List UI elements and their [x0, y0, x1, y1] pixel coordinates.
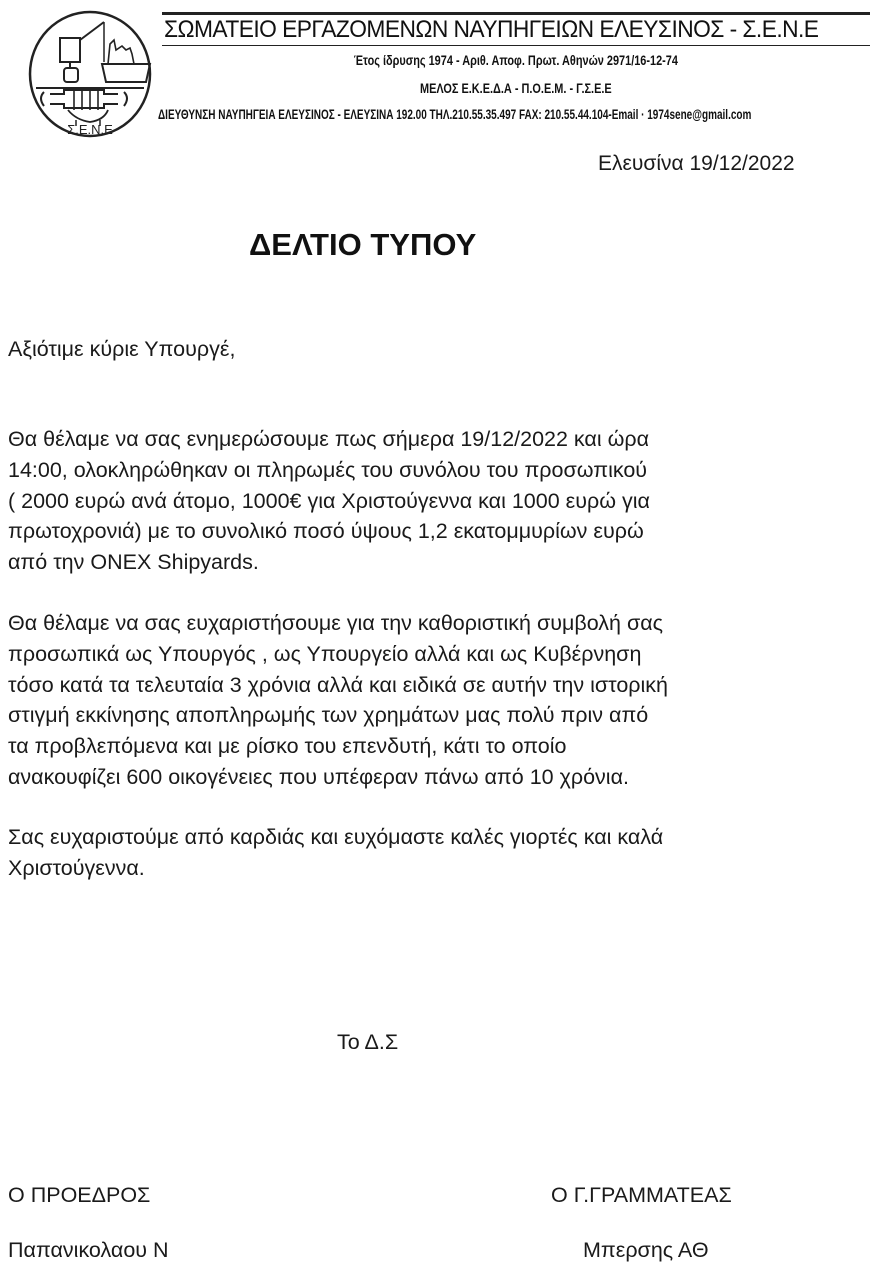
paragraph-line: Σας ευχαριστούμε από καρδιάς και ευχόμαστε καλές γιορτές και καλά [8, 825, 664, 849]
paragraph-line: πρωτοχρονιά) με το συνολικό ποσό ύψους 1,2 εκατομμυρίων ευρώ [8, 519, 644, 544]
membership-line [162, 80, 870, 96]
paragraph-line: Θα θέλαμε να σας ενημερώσουμε πως σήμερα 19/12/2022 και ώρα [8, 427, 650, 451]
greeting: Αξιότιμε κύριε Υπουργέ, [8, 337, 236, 361]
president-role: Ο ΠΡΟΕΔΡΟΣ [8, 1183, 151, 1207]
president-name: Παπανικολαου Ν [8, 1238, 169, 1262]
secretary-role: Ο Γ.ΓΡΑΜΜΑΤΕΑΣ [551, 1183, 732, 1207]
org-name: ΣΩΜΑΤΕΙΟ ΕΡΓΑΖΟΜΕΝΩΝ ΝΑΥΠΗΓΕΙΩΝ ΕΛΕΥΣΙΝΟΣ - Σ.Ε.Ν.Ε [164, 16, 819, 43]
membership-line-text: ΜΕΛΟΣ Ε.Κ.Ε.Δ.Α - Π.Ο.Ε.Μ. - Γ.Σ.Ε.Ε [420, 80, 612, 96]
paragraph-wishes [8, 822, 663, 884]
document-title: ΔΕΛΤΙΟ ΤΥΠΟΥ [249, 227, 477, 262]
founded-line [162, 52, 870, 68]
svg-text:Σ.Ε.Ν.Ε: Σ.Ε.Ν.Ε [67, 122, 113, 137]
secretary-name: Μπερσης ΑΘ [583, 1238, 709, 1262]
paragraph-line: από την ONEX Shipyards. [8, 550, 259, 575]
paragraph-line: ( 2000 ευρώ ανά άτομο, 1000€ για Χριστούγεννα και 1000 ευρώ για [8, 488, 650, 513]
address-line: ΔΙΕΥΘΥΝΣΗ ΝΑΥΠΗΓΕΙΑ ΕΛΕΥΣΙΝΟΣ - ΕΛΕΥΣΙΝΑ 192.00 ΤΗΛ.210.55.35.497 FAX: 210.55.44.104-Email · 1974sene@gmail.com [158, 107, 752, 122]
paragraph-line: 14:00, ολοκληρώθηκαν οι πληρωμές του συνόλου του προσωπικού [8, 457, 648, 482]
paragraph-line: τόσο κατά τα τελευταία 3 χρόνια αλλά και ειδικά σε αυτήν την ιστορική [8, 672, 668, 697]
paragraph-line: Χριστούγεννα. [8, 855, 145, 880]
board-signature: Το Δ.Σ [337, 1030, 399, 1054]
paragraph-line: ανακουφίζει 600 οικογένειες που υπέφεραν πάνω από 10 χρόνια. [8, 764, 629, 789]
date-line: Ελευσίνα 19/12/2022 [598, 152, 795, 175]
paragraph-thanks [8, 608, 668, 793]
org-name-rule [162, 12, 870, 46]
paragraph-line: προσωπικά ως Υπουργός , ως Υπουργείο αλλά και ως Κυβέρνηση [8, 641, 642, 666]
founded-line-text: Έτος ίδρυσης 1974 - Αριθ. Αποφ. Πρωτ. Αθηνών 2971/16-12-74 [353, 52, 679, 68]
paragraph-line: Θα θέλαμε να σας ευχαριστήσουμε για την καθοριστική συμβολή σας [8, 611, 664, 635]
paragraph-line: στιγμή εκκίνησης αποπληρωμής των χρημάτων μας πολύ πριν από [8, 703, 649, 728]
paragraph-payments [8, 424, 650, 578]
paragraph-line: τα προβλεπόμενα και με ρίσκο του επενδυτή, κάτι το οποίο [8, 734, 567, 759]
union-emblem-icon [26, 10, 154, 138]
